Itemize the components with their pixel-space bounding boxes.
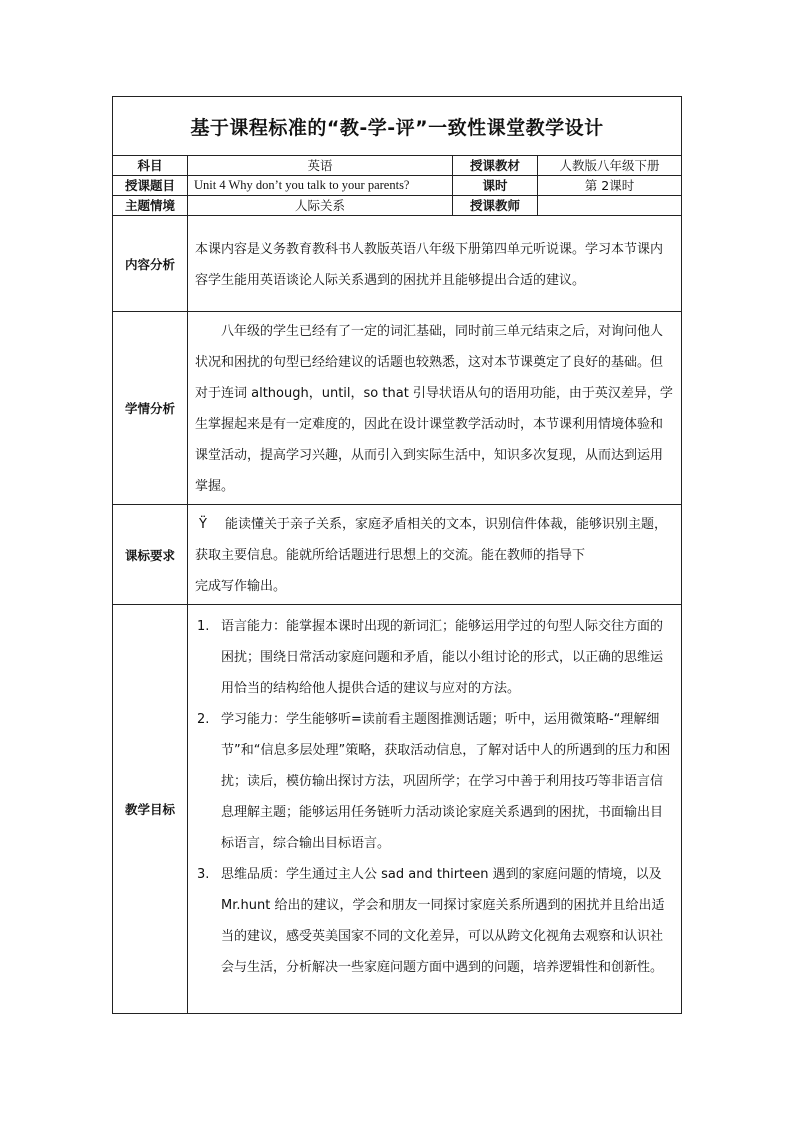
objective-text: 思维品质：学生通过主人公 sad and thirteen 遇到的家庭问题的情境，以及Mr.hunt 给出的建议，学会和朋友一同探讨家庭关系所遇到的困扰并且给出适当的建议，感受英美国家不同的文化差异，可以从跨文化视角去观察和认识社会与生活，分析解决一些家庭问题方面中遇到的问题，培养逻辑性和创新性。 <box>221 867 665 975</box>
period-label: 课时 <box>453 176 538 196</box>
lesson-design-table <box>112 96 682 1014</box>
teacher-value <box>538 196 682 216</box>
content-analysis-text: 本课内容是义务教育教科书人教版英语八年级下册第四单元听说课。学习本节课内容学生能用英语谈论人际关系遇到的困扰并且能够提出合适的建议。 <box>188 216 682 312</box>
theme-label: 主题情境 <box>113 196 188 216</box>
page-title: 基于课程标准的“教-学-评”一致性课堂教学设计 <box>113 97 682 156</box>
theme-value: 人际关系 <box>188 196 453 216</box>
bullet-icon: Ÿ <box>199 517 207 532</box>
objective-item <box>195 611 675 704</box>
objective-text: 学习能力：学生能够听=读前看主题图推测话题；听中，运用微策略-“理解细节”和“信息多层处理”策略，获取活动信息，了解对话中人的所遇到的压力和困扰；读后，模仿输出探讨方法，巩固所学；在学习中善于利用技巧等非语言信息理解主题；能够运用任务链听力活动谈论家庭关系遇到的困扰，书面输出目标语言，综合输出目标语言。 <box>221 712 671 851</box>
objective-number: 2. <box>197 712 210 727</box>
objective-item <box>195 704 675 859</box>
standards-cell <box>188 505 682 605</box>
teacher-label: 授课教师 <box>453 196 538 216</box>
material-label: 授课教材 <box>453 156 538 176</box>
content-analysis-label: 内容分析 <box>113 216 188 312</box>
subject-value: 英语 <box>188 156 453 176</box>
student-analysis-label: 学情分析 <box>113 312 188 505</box>
subject-label: 科目 <box>113 156 188 176</box>
standards-label: 课标要求 <box>113 505 188 605</box>
student-analysis-text: 八年级的学生已经有了一定的词汇基础，同时前三单元结束之后，对询问他人状况和困扰的句型已经给建议的话题也较熟悉，这对本节课奠定了良好的基础。但对于连词 although，until，so that 引导状语从句的语用功能，由于英汉差异，学生掌握起来是有一定难度的，因此在设计课堂教学活动时，本节课利用情境体验和课堂活动，提高学习兴趣，从而引入到实际生活中，知识多次复现，从而达到运用掌握。 <box>188 312 682 505</box>
standards-text: 能读懂关于亲子关系，家庭矛盾相关的文本，识别信件体裁，能够识别主题，获取主要信息。能就所给话题进行思想上的交流。能在教师的指导下 <box>195 517 668 563</box>
standards-text-2: 完成写作输出。 <box>195 579 287 594</box>
topic-label: 授课题目 <box>113 176 188 196</box>
objectives-label: 教学目标 <box>113 605 188 1014</box>
topic-value: Unit 4 Why don’t you talk to your parents? <box>188 176 453 196</box>
objective-item <box>195 859 675 983</box>
objective-number: 1. <box>197 619 210 634</box>
period-value: 第 2课时 <box>538 176 682 196</box>
objectives-cell <box>188 605 682 1014</box>
material-value: 人教版八年级下册 <box>538 156 682 176</box>
objective-number: 3. <box>197 867 210 882</box>
objective-text: 语言能力：能掌握本课时出现的新词汇；能够运用学过的句型人际交往方面的困扰；围绕日常活动家庭问题和矛盾，能以小组讨论的形式，以正确的思维运用恰当的结构给他人提供合适的建议与应对的方法。 <box>221 619 664 696</box>
